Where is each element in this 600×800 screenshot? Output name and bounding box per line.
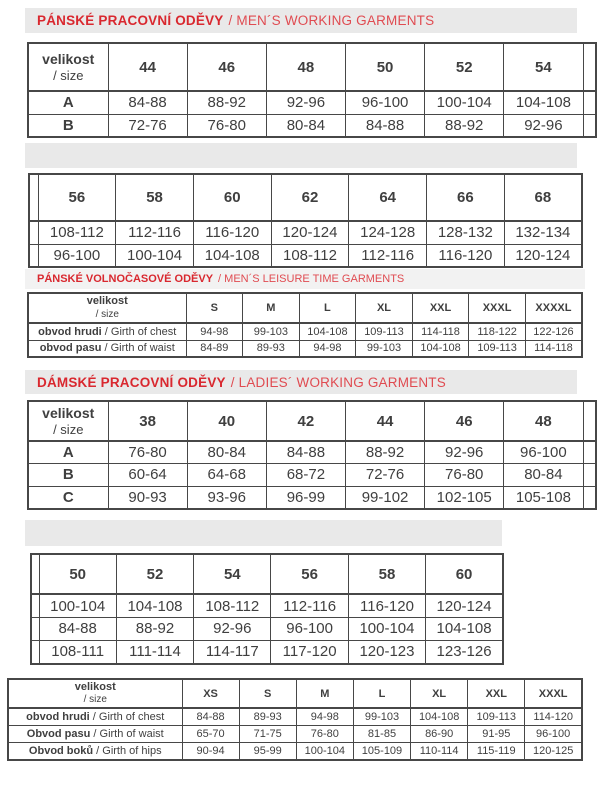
value-cell: 88-92 [116,618,193,641]
mens-leisure-sizes [27,292,583,358]
value-cell: 116-120 [427,244,505,267]
clipped-column-cell [29,221,38,244]
value-cell: 105-108 [504,486,583,509]
ladies-working-sizes-table-2 [30,553,504,665]
size-column-header: 50 [345,43,424,91]
section-title-english: / LADIES´ WORKING GARMENTS [230,374,446,390]
value-cell: 109-113 [469,340,526,357]
value-cell: 114-117 [194,640,271,664]
value-cell: 90-93 [108,486,187,509]
value-cell: 104-108 [504,91,583,114]
size-label-header: velikost / size [8,679,182,708]
value-cell: 68-72 [266,464,345,486]
value-cell: 115-119 [468,742,525,760]
clipped-column-cell [583,401,596,441]
size-row [31,618,503,641]
value-cell: 84-88 [345,114,424,137]
size-column-header: 46 [187,43,266,91]
size-row [28,340,582,357]
size-column-header: 60 [193,174,271,221]
value-cell: 104-108 [426,618,503,641]
separator-band [25,143,577,168]
size-column-header: XL [356,293,413,323]
value-cell: 110-114 [411,742,468,760]
value-cell: 111-114 [116,640,193,664]
value-cell: 72-76 [345,464,424,486]
value-cell: 120-124 [426,594,503,618]
size-column-header: XXXXL [525,293,582,323]
size-column-header: XXXL [525,679,582,708]
section-title-english: / MEN´S WORKING GARMENTS [228,13,435,28]
value-cell: 81-85 [353,726,410,743]
clipped-column-cell [29,174,38,221]
value-cell: 76-80 [425,464,504,486]
clipped-column-cell [31,618,39,641]
clipped-column-cell [583,486,596,509]
size-header-row [28,293,582,323]
value-cell: 117-120 [271,640,348,664]
value-cell: 96-100 [525,726,582,743]
value-cell: 112-116 [271,594,348,618]
value-cell: 71-75 [239,726,296,743]
mens-working-sizes-44-54 [27,42,597,138]
size-column-header: XXL [468,679,525,708]
value-cell: 100-104 [116,244,194,267]
value-cell: 65-70 [182,726,239,743]
clipped-column-cell [583,91,596,114]
size-column-header: 48 [504,401,583,441]
value-cell: 99-103 [353,708,410,726]
row-label: obvod pasu / Girth of waist [28,340,186,357]
value-cell: 84-88 [39,618,116,641]
size-row [28,114,596,137]
size-column-header: 42 [266,401,345,441]
size-column-header: 64 [349,174,427,221]
value-cell: 114-120 [525,708,582,726]
size-column-header: 58 [348,554,425,594]
value-cell: 120-123 [348,640,425,664]
ladies-sizes-table [7,678,583,761]
row-label: A [28,441,108,464]
value-cell: 100-104 [39,594,116,618]
value-cell: 88-92 [425,114,504,137]
row-label: B [28,114,108,137]
clipped-column-cell [583,441,596,464]
size-row [28,91,596,114]
size-column-header: 38 [108,401,187,441]
value-cell: 95-99 [239,742,296,760]
ladies-working-sizes-table-1 [27,400,597,510]
value-cell: 108-112 [271,244,349,267]
value-cell: 108-111 [39,640,116,664]
section-title-czech: PÁNSKÉ PRACOVNÍ ODĚVY [37,13,224,28]
value-cell: 120-125 [525,742,582,760]
section-title-english: / MEN´S LEISURE TIME GARMENTS [218,273,405,285]
size-column-header: 60 [426,554,503,594]
value-cell: 102-105 [425,486,504,509]
value-cell: 89-93 [239,708,296,726]
value-cell: 104-108 [193,244,271,267]
value-cell: 96-99 [266,486,345,509]
value-cell: 122-126 [525,323,582,340]
size-row [28,441,596,464]
value-cell: 104-108 [411,708,468,726]
clipped-column-cell [29,244,38,267]
size-label-header: velikost / size [28,401,108,441]
value-cell: 94-98 [299,340,356,357]
size-row [28,464,596,486]
value-cell: 89-93 [243,340,300,357]
clipped-column-cell [583,43,596,91]
size-column-header: S [239,679,296,708]
size-column-header: XL [411,679,468,708]
clipped-column-cell [31,554,39,594]
value-cell: 116-120 [193,221,271,244]
value-cell: 99-103 [243,323,300,340]
size-row [28,323,582,340]
value-cell: 94-98 [186,323,243,340]
value-cell: 120-124 [504,244,582,267]
value-cell: 123-126 [426,640,503,664]
value-cell: 93-96 [187,486,266,509]
value-cell: 114-118 [525,340,582,357]
value-cell: 80-84 [266,114,345,137]
value-cell: 94-98 [296,708,353,726]
value-cell: 60-64 [108,464,187,486]
size-column-header: 46 [425,401,504,441]
value-cell: 76-80 [296,726,353,743]
separator-band [25,520,502,546]
mens-working-sizes-table-1 [27,42,597,138]
size-column-header: 52 [116,554,193,594]
size-column-header: M [296,679,353,708]
clipped-column-cell [31,594,39,618]
size-header-row [8,679,582,708]
size-column-header: 52 [425,43,504,91]
value-cell: 92-96 [266,91,345,114]
size-row [8,726,582,743]
size-row [31,640,503,664]
size-header-row [28,401,596,441]
clipped-column-cell [583,114,596,137]
section-header-mens-leisure [25,269,585,289]
size-column-header: XS [182,679,239,708]
value-cell: 108-112 [38,221,116,244]
row-label: obvod hrudi / Girth of chest [8,708,182,726]
value-cell: 96-100 [345,91,424,114]
size-column-header: 48 [266,43,345,91]
size-column-header: XXL [412,293,469,323]
clipped-column-cell [583,464,596,486]
size-row [29,244,582,267]
size-column-header: L [299,293,356,323]
section-header-ladies-working [25,370,577,394]
size-column-header: 58 [116,174,194,221]
value-cell: 72-76 [108,114,187,137]
row-label: obvod hrudi / Girth of chest [28,323,186,340]
size-row [28,486,596,509]
size-column-header: 50 [39,554,116,594]
value-cell: 104-108 [299,323,356,340]
value-cell: 76-80 [187,114,266,137]
value-cell: 86-90 [411,726,468,743]
mens-working-sizes-table-2 [28,173,583,268]
size-row [8,742,582,760]
value-cell: 99-102 [345,486,424,509]
size-header-row [29,174,582,221]
size-column-header: 62 [271,174,349,221]
value-cell: 80-84 [504,464,583,486]
value-cell: 92-96 [504,114,583,137]
size-column-header: 54 [504,43,583,91]
value-cell: 128-132 [427,221,505,244]
size-label-header: velikost / size [28,293,186,323]
row-label: C [28,486,108,509]
value-cell: 116-120 [348,594,425,618]
value-cell: 109-113 [468,708,525,726]
value-cell: 84-88 [108,91,187,114]
row-label: B [28,464,108,486]
value-cell: 100-104 [425,91,504,114]
row-label: A [28,91,108,114]
value-cell: 104-108 [412,340,469,357]
ladies-sizes-xs-xxxl [7,678,583,761]
row-label: Obvod pasu / Girth of waist [8,726,182,743]
value-cell: 124-128 [349,221,427,244]
mens-working-sizes-56-68 [28,173,583,268]
value-cell: 90-94 [182,742,239,760]
size-header-row [31,554,503,594]
value-cell: 84-89 [186,340,243,357]
value-cell: 92-96 [194,618,271,641]
size-column-header: 56 [271,554,348,594]
value-cell: 96-100 [504,441,583,464]
value-cell: 64-68 [187,464,266,486]
size-column-header: S [186,293,243,323]
value-cell: 109-113 [356,323,413,340]
value-cell: 96-100 [38,244,116,267]
value-cell: 108-112 [194,594,271,618]
size-column-header: 44 [108,43,187,91]
value-cell: 91-95 [468,726,525,743]
size-column-header: M [243,293,300,323]
value-cell: 132-134 [504,221,582,244]
size-column-header: L [353,679,410,708]
section-title-czech: PÁNSKÉ VOLNOČASOVÉ ODĚVY [37,273,214,285]
value-cell: 100-104 [348,618,425,641]
size-label-header: velikost / size [28,43,108,91]
size-column-header: 56 [38,174,116,221]
value-cell: 84-88 [182,708,239,726]
value-cell: 114-118 [412,323,469,340]
size-column-header: 40 [187,401,266,441]
mens-leisure-sizes-table [27,292,583,358]
value-cell: 92-96 [425,441,504,464]
size-row [29,221,582,244]
value-cell: 105-109 [353,742,410,760]
value-cell: 104-108 [116,594,193,618]
size-column-header: XXXL [469,293,526,323]
value-cell: 112-116 [116,221,194,244]
size-header-row [28,43,596,91]
value-cell: 96-100 [271,618,348,641]
section-title-czech: DÁMSKÉ PRACOVNÍ ODĚVY [37,374,226,390]
size-column-header: 44 [345,401,424,441]
size-row [8,708,582,726]
size-column-header: 68 [504,174,582,221]
size-column-header: 66 [427,174,505,221]
value-cell: 88-92 [187,91,266,114]
clipped-column-cell [31,640,39,664]
value-cell: 118-122 [469,323,526,340]
value-cell: 112-116 [349,244,427,267]
value-cell: 100-104 [296,742,353,760]
section-header-mens-working [25,8,577,33]
value-cell: 84-88 [266,441,345,464]
value-cell: 80-84 [187,441,266,464]
row-label: Obvod boků / Girth of hips [8,742,182,760]
value-cell: 120-124 [271,221,349,244]
size-column-header: 54 [194,554,271,594]
ladies-working-sizes-38-48 [27,400,597,510]
ladies-working-sizes-50-60 [30,553,504,665]
value-cell: 99-103 [356,340,413,357]
value-cell: 76-80 [108,441,187,464]
value-cell: 88-92 [345,441,424,464]
size-row [31,594,503,618]
